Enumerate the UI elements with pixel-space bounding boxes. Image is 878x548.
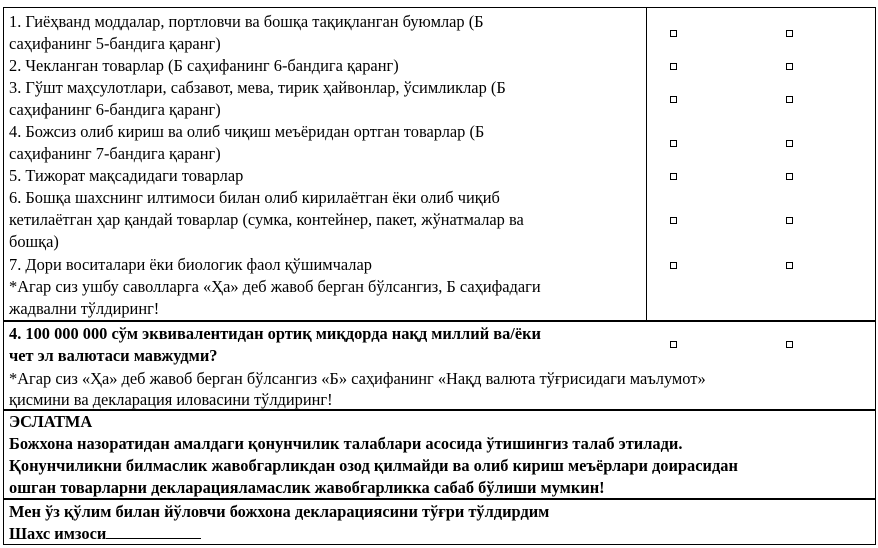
warning-line-1: Божхона назоратидан амалдаги қонунчилик талаблари асосида ўтишингиз талаб этилади. <box>9 434 683 453</box>
item-3-no-checkbox[interactable] <box>786 96 793 103</box>
question-item-5-line-1: 5. Тижорат мақсадидаги товарлар <box>9 166 244 185</box>
question-item-2-line-1: 2. Чекланган товарлар (Б саҳифанинг 6-бандига қаранг) <box>9 56 399 75</box>
signature-label: Шахс имзоси <box>9 524 107 543</box>
warning-title: ЭСЛАТМА <box>9 412 93 431</box>
question-item-1-line-2: саҳифанинг 5-бандига қаранг) <box>9 34 221 53</box>
item-6-yes-checkbox[interactable] <box>670 217 677 224</box>
currency-question-line-1: 4. 100 000 000 сўм эквивалентидан ортиқ миқдорда нақд миллий ва/ёки <box>9 324 541 343</box>
warning-line-2: Қонунчиликни билмаслик жавобгарликдан озод қилмайди ва олиб кириш меъёрлари доирасидан <box>9 456 738 475</box>
question-item-3-line-2: саҳифанинг 6-бандига қаранг) <box>9 100 221 119</box>
signature-statement: Мен ўз қўлим билан йўловчи божхона декларациясини тўғри тўлдирдим <box>9 502 550 521</box>
item-7-no-checkbox[interactable] <box>786 262 793 269</box>
item-2-yes-checkbox[interactable] <box>670 63 677 70</box>
currency-note-line-1: *Агар сиз «Ҳа» деб жавоб берган бўлсангиз «Б» саҳифанинг «Нақд валюта тўғрисидаги маълумот» <box>9 369 706 388</box>
column-divider <box>646 7 647 320</box>
section-divider <box>3 320 876 322</box>
question-item-1-line-1: 1. Гиёҳванд моддалар, портловчи ва бошқа тақиқланган буюмлар (Б <box>9 12 484 31</box>
currency-no-checkbox[interactable] <box>786 341 793 348</box>
item-4-no-checkbox[interactable] <box>786 140 793 147</box>
question-item-4-line-2: саҳифанинг 7-бандига қаранг) <box>9 144 221 163</box>
section-3-note-line-1: *Агар сиз ушбу саволларга «Ҳа» деб жавоб берган бўлсангиз, Б саҳифадаги <box>9 277 541 296</box>
question-item-6-line-3: бошқа) <box>9 232 59 251</box>
item-5-no-checkbox[interactable] <box>786 173 793 180</box>
item-1-no-checkbox[interactable] <box>786 30 793 37</box>
question-item-4-line-1: 4. Божсиз олиб кириш ва олиб чиқиш меъёридан ортган товарлар (Б <box>9 122 485 141</box>
question-item-7-line-1: 7. Дори воситалари ёки биологик фаол қўшимчалар <box>9 255 372 274</box>
signature-row <box>9 523 201 545</box>
item-2-no-checkbox[interactable] <box>786 63 793 70</box>
currency-yes-checkbox[interactable] <box>670 341 677 348</box>
item-7-yes-checkbox[interactable] <box>670 262 677 269</box>
item-6-no-checkbox[interactable] <box>786 217 793 224</box>
question-item-3-line-1: 3. Гўшт маҳсулотлари, сабзавот, мева, тирик ҳайвонлар, ўсимликлар (Б <box>9 78 506 97</box>
section-3-note-line-2: жадвални тўлдиринг! <box>9 299 160 318</box>
signature-field[interactable] <box>106 523 201 539</box>
question-item-6-line-2: кетилаётган ҳар қандай товарлар (сумка, контейнер, пакет, жўнатмалар ва <box>9 210 524 229</box>
warning-line-3: ошган товарларни декларацияламаслик жавобгарликка сабаб бўлиши мумкин! <box>9 478 605 497</box>
item-5-yes-checkbox[interactable] <box>670 173 677 180</box>
item-4-yes-checkbox[interactable] <box>670 140 677 147</box>
currency-question-line-2: чет эл валютаси мавжудми? <box>9 346 218 365</box>
item-3-yes-checkbox[interactable] <box>670 96 677 103</box>
item-1-yes-checkbox[interactable] <box>670 30 677 37</box>
question-item-6-line-1: 6. Бошқа шахснинг илтимоси билан олиб кирилаётган ёки олиб чиқиб <box>9 188 500 207</box>
currency-note-line-2: қисмини ва декларация иловасини тўлдиринг! <box>9 390 333 409</box>
